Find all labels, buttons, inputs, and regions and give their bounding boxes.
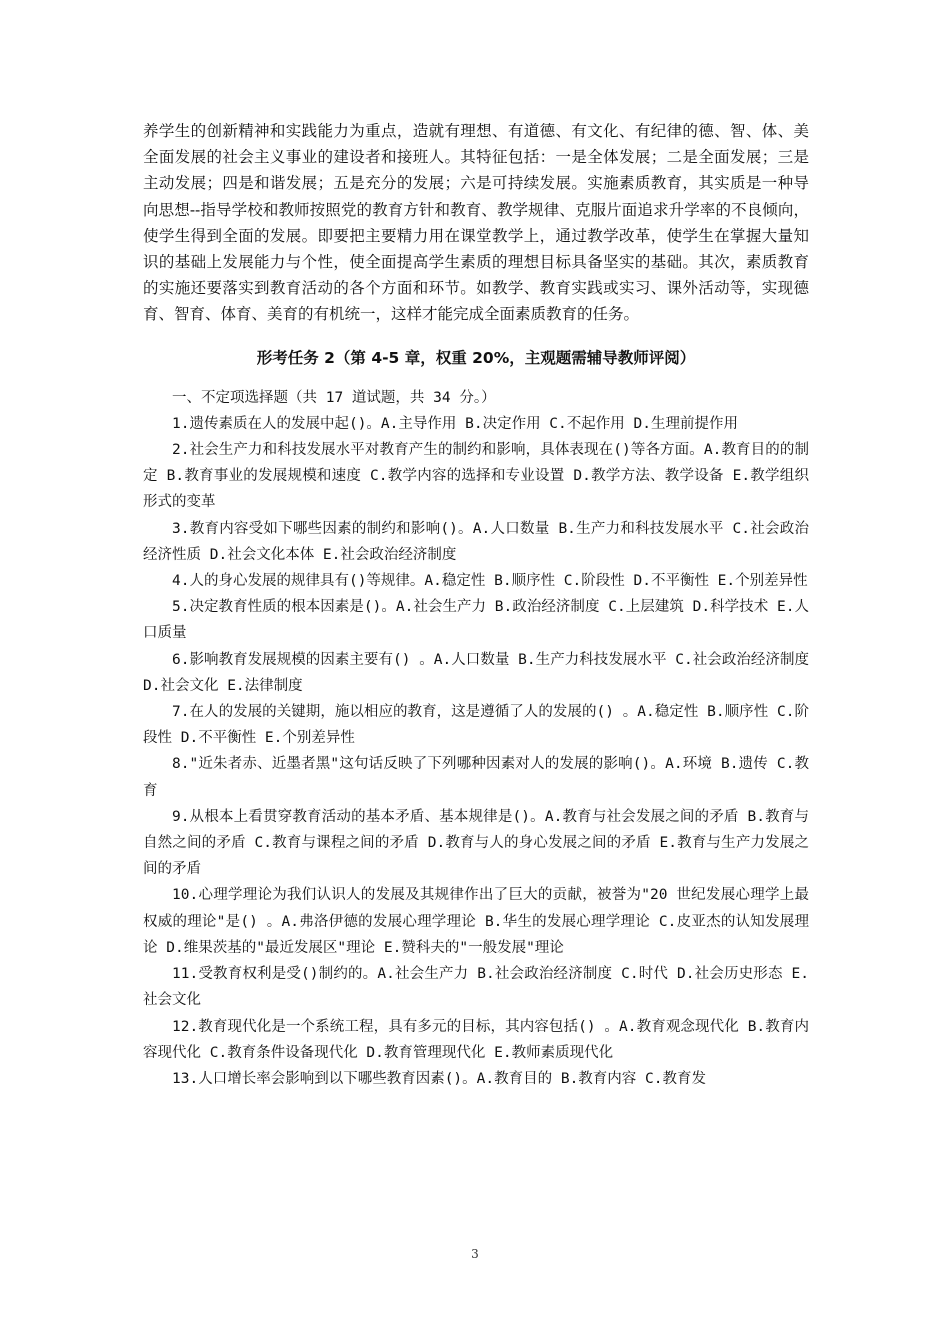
question-item: 9.从根本上看贯穿教育活动的基本矛盾、基本规律是()。A.教育与社会发展之间的矛盾 B.教育与自然之间的矛盾 C.教育与课程之间的矛盾 D.教育与人的身心发展之间的矛盾 E.教育与生产力发展之间的矛盾 xyxy=(143,808,809,878)
question-item: 1.遗传素质在人的发展中起()。A.主导作用 B.决定作用 C.不起作用 D.生理前提作用 xyxy=(172,415,738,432)
question-item: 5.决定教育性质的根本因素是()。A.社会生产力 B.政治经济制度 C.上层建筑 D.科学技术 E.人口质量 xyxy=(143,599,809,642)
question-item: 10.心理学理论为我们认识人的发展及其规律作出了巨大的贡献，被誉为"20 世纪发展心理学上最权威的理论"是() 。A.弗洛伊德的发展心理学理论 B.华生的发展心理学理论 C.皮亚杰的认知发展理论 D.维果茨基的"最近发展区"理论 E.赞科夫的"一般发展"理论 xyxy=(143,887,809,956)
section-title: 一、不定项选择题（共 17 道试题，共 34 分。） xyxy=(172,389,496,406)
intro-paragraph: 养学生的创新精神和实践能力为重点，造就有理想、有道德、有文化、有纪律的德、智、体、美全面发展的社会主义事业的建设者和接班人。其特征包括：一是全体发展；二是全面发展；三是主动发展；四是和谐发展；五是充分的发展；六是可持续发展。实施素质教育，其实质是一种导向思想--指导学校和教师按照党的教育方针和教育、教学规律、克服片面追求升学率的不良倾向，使学生得到全面的发展。即要把主要精力用在课堂教学上，通过教学改革，使学生在掌握大量知识的基础上发展能力与个性，使全面提高学生素质的理想目标具备坚实的基础。其次，素质教育的实施还要落实到教育活动的各个方面和环节。如教学、教育实践或实习、课外活动等，实现德育、智育、体育、美育的有机统一，这样才能完成全面素质教育的任务。 xyxy=(143,122,809,324)
question-item: 11.受教育权利是受()制约的。A.社会生产力 B.社会政治经济制度 C.时代 D.社会历史形态 E.社会文化 xyxy=(143,966,809,1009)
question-item: 4.人的身心发展的规律具有()等规律。A.稳定性 B.顺序性 C.阶段性 D.不平衡性 E.个别差异性 xyxy=(172,573,808,590)
question-item: 13.人口增长率会影响到以下哪些教育因素()。A.教育目的 B.教育内容 C.教育发 xyxy=(172,1070,706,1087)
question-item: 3.教育内容受如下哪些因素的制约和影响()。A.人口数量 B.生产力和科技发展水平 C.社会政治经济性质 D.社会文化本体 E.社会政治经济制度 xyxy=(143,520,809,563)
question-list xyxy=(143,411,809,1092)
document-page xyxy=(143,118,809,1092)
question-item: 2.社会生产力和科技发展水平对教育产生的制约和影响，具体表现在()等各方面。A.教育目的的制定 B.教育事业的发展规模和速度 C.教学内容的选择和专业设置 D.教学方法、教学设备 E.教学组织形式的变革 xyxy=(143,442,809,511)
question-item: 7.在人的发展的关键期，施以相应的教育，这是遵循了人的发展的() 。A.稳定性 B.顺序性 C.阶段性 D.不平衡性 E.个别差异性 xyxy=(143,704,809,747)
task-heading: 形考任务 2（第 4-5 章，权重 20%，主观题需辅导教师评阅） xyxy=(256,348,696,367)
question-item: 6.影响教育发展规模的因素主要有() 。A.人口数量 B.生产力科技发展水平 C.社会政治经济制度 D.社会文化 E.法律制度 xyxy=(143,651,809,694)
question-item: 12.教育现代化是一个系统工程，具有多元的目标，其内容包括() 。A.教育观念现代化 B.教育内容现代化 C.教育条件设备现代化 D.教育管理现代化 E.教师素质现代化 xyxy=(143,1018,809,1061)
question-item: 8."近朱者赤、近墨者黑"这句话反映了下列哪种因素对人的发展的影响()。A.环境 B.遗传 C.教育 xyxy=(143,756,809,799)
page-number: 3 xyxy=(471,1247,479,1261)
